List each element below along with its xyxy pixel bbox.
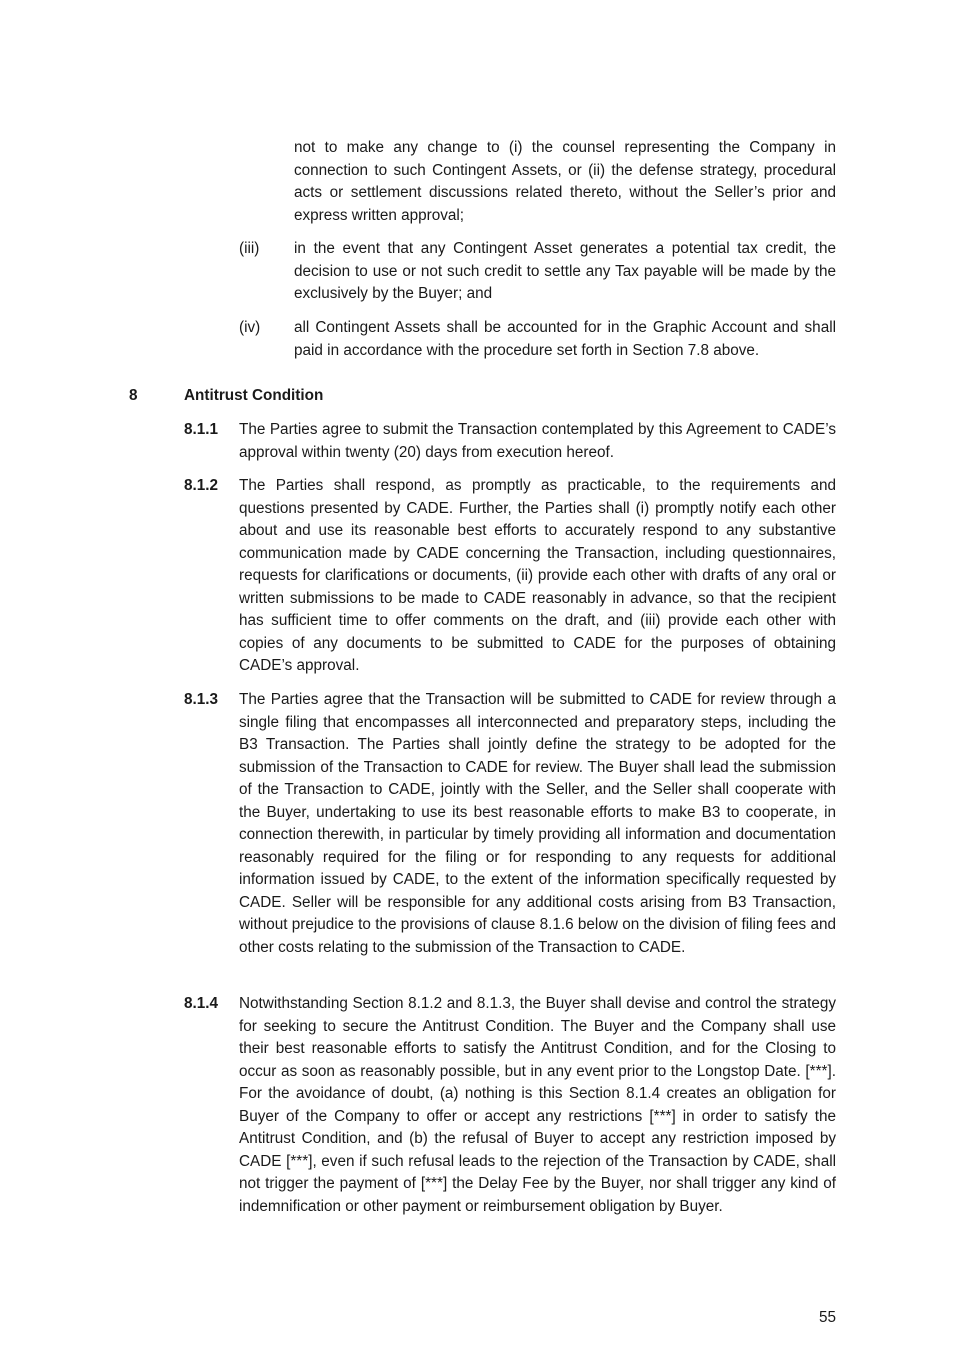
clause-text-8-1-3: The Parties agree that the Transaction will be submitted to CADE for review through a single filing that encompasses all interconnected and preparatory steps, including the B3 Transaction. The Parties shall jointly define the strategy to be adopted for the submission of the Transaction to CADE for review. The Buyer shall lead the submission of the Transaction to CADE, jointly with the Seller, and the Seller shall cooperate with the Buyer, undertaking to use its best reasonable efforts to make B3 to cooperate, in connection therewith, in particular by timely providing all information and documentation reasonably required for the filing or for responding to any requests for additional information issued by CADE, to the extent of the information specifically requested by CADE. Seller will be responsible for any additional costs arising from B3 Transaction, without prejudice to the provisions of clause 8.1.6 below on the division of filing fees and other costs relating to the submission of the Transaction to CADE. [239, 691, 836, 956]
clause-number-8-1-4: 8.1.4 [184, 995, 219, 1012]
page-number: 55 [818, 1309, 836, 1326]
item-text-iii: in the event that any Contingent Asset generates a potential tax credit, the decision to use or not such credit to settle any Tax payable will be made by the exclusively by the Buyer; and [294, 240, 836, 302]
clause-text-8-1-4: Notwithstanding Section 8.1.2 and 8.1.3, the Buyer shall devise and control the strategy for seeking to secure the Antitrust Condition. The Buyer and the Company shall use their best reasonable efforts to satisfy the Antitrust Condition, and for the Closing to occur as soon as reasonably possible, but in any event prior to the Longstop Date. [***]. For the avoidance of doubt, (a) nothing is this Section 8.1.4 creates an obligation for Buyer of the Company to offer or accept any restrictions [***] in order to satisfy the Antitrust Condition, and (b) the refusal of Buyer to accept any restriction imposed by CADE [***], even if such refusal leads to the rejection of the Transaction by CADE, shall not trigger the payment of [***] the Delay Fee by the Buyer, nor shall trigger any kind of indemnification or other payment or reimbursement obligation by Buyer. [239, 995, 836, 1215]
clause-number-8-1-3: 8.1.3 [184, 691, 219, 708]
item-text-iv: all Contingent Assets shall be accounted for in the Graphic Account and shall paid in accordance with the procedure set forth in Section 7.8 above. [294, 319, 836, 359]
clause-text-8-1-1: The Parties agree to submit the Transaction contemplated by this Agreement to CADE’s approval within twenty (20) days from execution hereof. [239, 421, 836, 461]
section-number: 8 [129, 387, 138, 404]
clause-text-8-1-2: The Parties shall respond, as promptly as practicable, to the requirements and questions presented by CADE. Further, the Parties shall (i) promptly notify each other about and use its reasonable best efforts to accurately respond to any substantive communication made by CADE concerning the Transaction, including questionnaires, requests for clarifications or documents, (ii) provide each other with drafts of any oral or written submissions to be made to CADE reasonably in advance, so that the recipient has sufficient time to offer comments on the draft, and (iii) provide each other with copies of any documents to be submitted to CADE for the purposes of obtaining CADE’s approval. [239, 477, 836, 674]
clause-number-8-1-1: 8.1.1 [184, 421, 219, 438]
continued-paragraph: not to make any change to (i) the counsel representing the Company in connection to such Contingent Assets, or (ii) the defense strategy, procedural acts or settlement discussions related thereto, without the Seller’s prior and express written approval; [294, 139, 836, 224]
clause-number-8-1-2: 8.1.2 [184, 477, 219, 494]
section-title: Antitrust Condition [184, 387, 324, 404]
item-number-iv: (iv) [239, 319, 261, 336]
item-number-iii: (iii) [239, 240, 260, 257]
